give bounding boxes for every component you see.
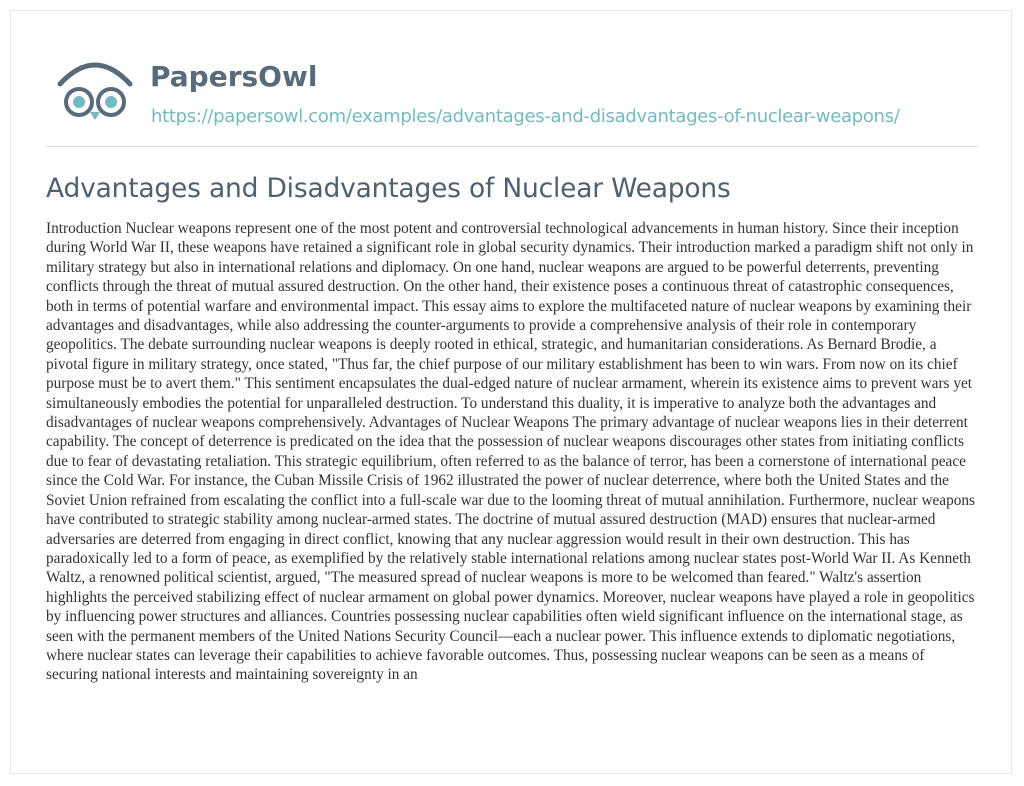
- source-url-link[interactable]: https://papersowl.com/examples/advantages-and-disadvantages-of-nuclear-weapons/: [151, 106, 900, 127]
- article-body: Introduction Nuclear weapons represent one of the most potent and controversial technological advancements in human history. Since their inception during World War II, these weapons have retained a significant role in global security dynamics. Their introduction marked a paradigm shift not only in military strategy but also in international relations and diplomacy. On one hand, nuclear weapons are argued to be powerful deterrents, preventing conflicts through the threat of mutual assured destruction. On the other hand, their existence poses a continuous threat of catastrophic consequences, both in terms of potential warfare and environmental impact. This essay aims to explore the multifaceted nature of nuclear weapons by examining their advantages and disadvantages, while also addressing the counter-arguments to provide a comprehensive analysis of their role in contemporary geopolitics. The debate surrounding nuclear weapons is deeply rooted in ethical, strategic, and humanitarian considerations. As Bernard Brodie, a pivotal figure in military strategy, once stated, "Thus far, the chief purpose of our military establishment has been to win wars. From now on its chief purpose must be to avert them." This sentiment encapsulates the dual-edged nature of nuclear armament, wherein its existence aims to prevent wars yet simultaneously embodies the potential for unparalleled destruction. To understand this duality, it is imperative to analyze both the advantages and disadvantages of nuclear weapons comprehensively. Advantages of Nuclear Weapons The primary advantage of nuclear weapons lies in their deterrent capability. The concept of deterrence is predicated on the idea that the possession of nuclear weapons discourages other states from initiating conflicts due to fear of devastating retaliation. This strategic equilibrium, often referred to as the balance of terror, has been a cornerstone of international peace since the Cold War. For instance, the Cuban Missile Crisis of 1962 illustrated the power of nuclear deterrence, where both the United States and the Soviet Union refrained from escalating the conflict into a full-scale war due to the looming threat of mutual annihilation. Furthermore, nuclear weapons have contributed to strategic stability among nuclear-armed states. The doctrine of mutual assured destruction (MAD) ensures that nuclear-armed adversaries are deterred from engaging in direct conflict, knowing that any nuclear aggression would result in their own destruction. This has paradoxically led to a form of peace, as exemplified by the relatively stable international relations among nuclear states post-World War II. As Kenneth Waltz, a renowned political scientist, argued, "The measured spread of nuclear weapons is more to be welcomed than feared." Waltz's assertion highlights the perceived stabilizing effect of nuclear armament on global power dynamics. Moreover, nuclear weapons have played a role in geopolitics by influencing power structures and alliances. Countries possessing nuclear capabilities often wield significant influence on the international stage, as seen with the permanent members of the United Nations Security Council—each a nuclear power. This influence extends to diplomatic negotiations, where nuclear states can leverage their capabilities to achieve favorable outcomes. Thus, possessing nuclear weapons can be seen as a means of securing national interests and maintaining sovereignty in an: [46, 220, 975, 684]
- article-title: Advantages and Disadvantages of Nuclear Weapons: [46, 173, 731, 204]
- header-divider: [46, 146, 978, 147]
- brand-name: PapersOwl: [150, 60, 318, 93]
- owl-eyes-icon: [46, 52, 144, 150]
